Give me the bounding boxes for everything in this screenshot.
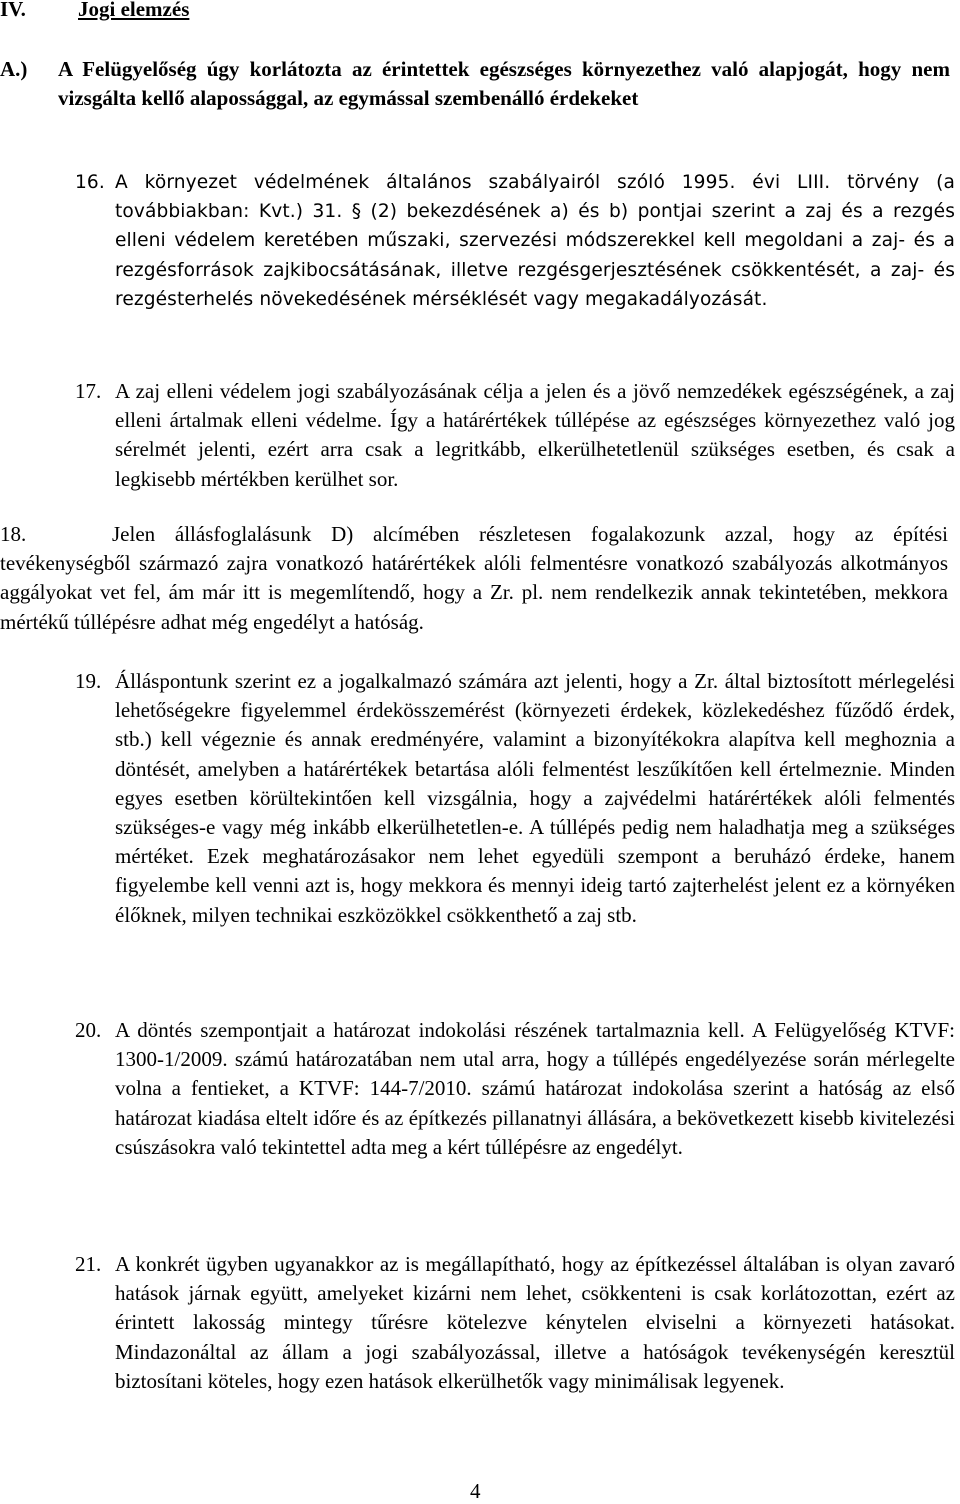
section-number: IV. xyxy=(0,0,26,21)
paragraph-number: 21. xyxy=(75,1252,102,1276)
section-title: Jogi elemzés xyxy=(78,0,190,21)
paragraph-number: 17. xyxy=(75,379,102,403)
paragraph-text: A zaj elleni védelem jogi szabályozásának célja a jelen és a jövő nemzedékek egészségének, a zaj elleni ártalmak elleni védelme. Így a határértékek túllépése az egészséges környezethez való jog sérelmét jelenti, ezért arra csak a legritkább, elkerülhetetlenül szükséges esetben, és csak a legkisebb mértékben kerülhet sor. xyxy=(115,379,955,491)
subsection-heading xyxy=(0,55,950,113)
paragraph-number: 18. xyxy=(0,522,27,546)
paragraph-text: Álláspontunk szerint ez a jogalkalmazó számára azt jelenti, hogy a Zr. által biztosított mérlegelési lehetőségekre figyelemmel érdekösszemérést (környezeti érdekek, közlekedéshez fűződő érdek, stb.) kell végeznie és annak eredményére, valamint a bizonyítékokra alapítva kell meghoznia a döntését, amelyben a határértékek betartása alóli felmentést leszűkítően kell értelmeznie. Minden egyes esetben körültekintően kell vizsgálnia, hogy a zajvédelmi határértékek alóli felmentés szükséges-e vagy még inkább elkerülhetetlen-e. A túllépés pedig nem haladhatja meg a szükséges mértéket. Ezek meghatározásakor nem lehet egyedüli szempont a beruházó érdeke, hanem figyelembe kell venni azt is, hogy mekkora és mennyi ideig tartó zajterhelést jelent ez a környéken élőknek, milyen technikai eszközökkel csökkenthető a zaj stb. xyxy=(115,669,955,927)
paragraph-text: A konkrét ügyben ugyanakkor az is megállapítható, hogy az építkezéssel általában is olyan zavaró hatások járnak együtt, amelyeket kizárni nem lehet, csökkenteni is csak korlátozottan, ezért az érintett lakosság mintegy tűrésre kötelezve kénytelen elviselni a környezeti hatásokat. Mindazonáltal az állam a jogi szabályozással, illetve a hatóságok tevékenységén keresztül biztosítani köteles, hogy ezen hatások elkerülhetők vagy minimálisak legyenek. xyxy=(115,1252,955,1393)
page-number: 4 xyxy=(470,1479,481,1503)
paragraph-number: 16. xyxy=(75,172,105,193)
subsection-title: A Felügyelőség úgy korlátozta az érintettek egészséges környezethez való alapjogát, hogy nem vizsgálta kellő alapossággal, az egymással szembenálló érdekeket xyxy=(58,57,950,110)
paragraph-16 xyxy=(75,168,955,314)
section-heading xyxy=(0,0,189,24)
paragraph-21 xyxy=(75,1250,955,1396)
paragraph-17 xyxy=(75,377,955,494)
paragraph-text: A környezet védelmének általános szabályairól szóló 1995. évi LIII. törvény (a továbbiakban: Kvt.) 31. § (2) bekezdésének a) és b) pontjai szerint a zaj és a rezgés elleni védelem keretében műszaki, szervezési módszerekkel kell megoldani a zaj- és a rezgésforrások zajkibocsátásának, illetve rezgésgerjesztésének csökkentését, a zaj- és rezgésterhelés növekedésének mérséklését vagy megakadályozását. xyxy=(115,172,955,310)
paragraph-20 xyxy=(75,1016,955,1162)
paragraph-number: 19. xyxy=(75,669,102,693)
paragraph-text: Jelen állásfoglalásunk D) alcímében részletesen fogalakozunk azzal, hogy az építési tevékenységből származó zajra vonatkozó határértékek alóli felmentésre vonatkozó szabályozás alkotmányos aggályokat vet fel, ám már itt is megemlítendő, hogy a Zr. pl. nem rendelkezik annak tekintetében, mekkora mértékű túllépésre adhat még engedélyt a hatóság. xyxy=(0,522,948,634)
paragraph-18 xyxy=(0,520,948,637)
paragraph-number: 20. xyxy=(75,1018,102,1042)
paragraph-text: A döntés szempontjait a határozat indokolási részének tartalmaznia kell. A Felügyelőség KTVF: 1300-1/2009. számú határozatában nem utal arra, hogy a túllépés engedélyezése során mérlegelte volna a fentieket, a KTVF: 144-7/2010. számú határozat indokolása szerint a hatóság az első határozat kiadása eltelt időre és az építkezés pillanatnyi állására, a bekövetkezett kisebb kivitelezési csúszásokra való tekintettel adta meg a kért túllépésre az engedélyt. xyxy=(115,1018,955,1159)
subsection-label: A.) xyxy=(0,57,28,81)
paragraph-19 xyxy=(75,667,955,930)
